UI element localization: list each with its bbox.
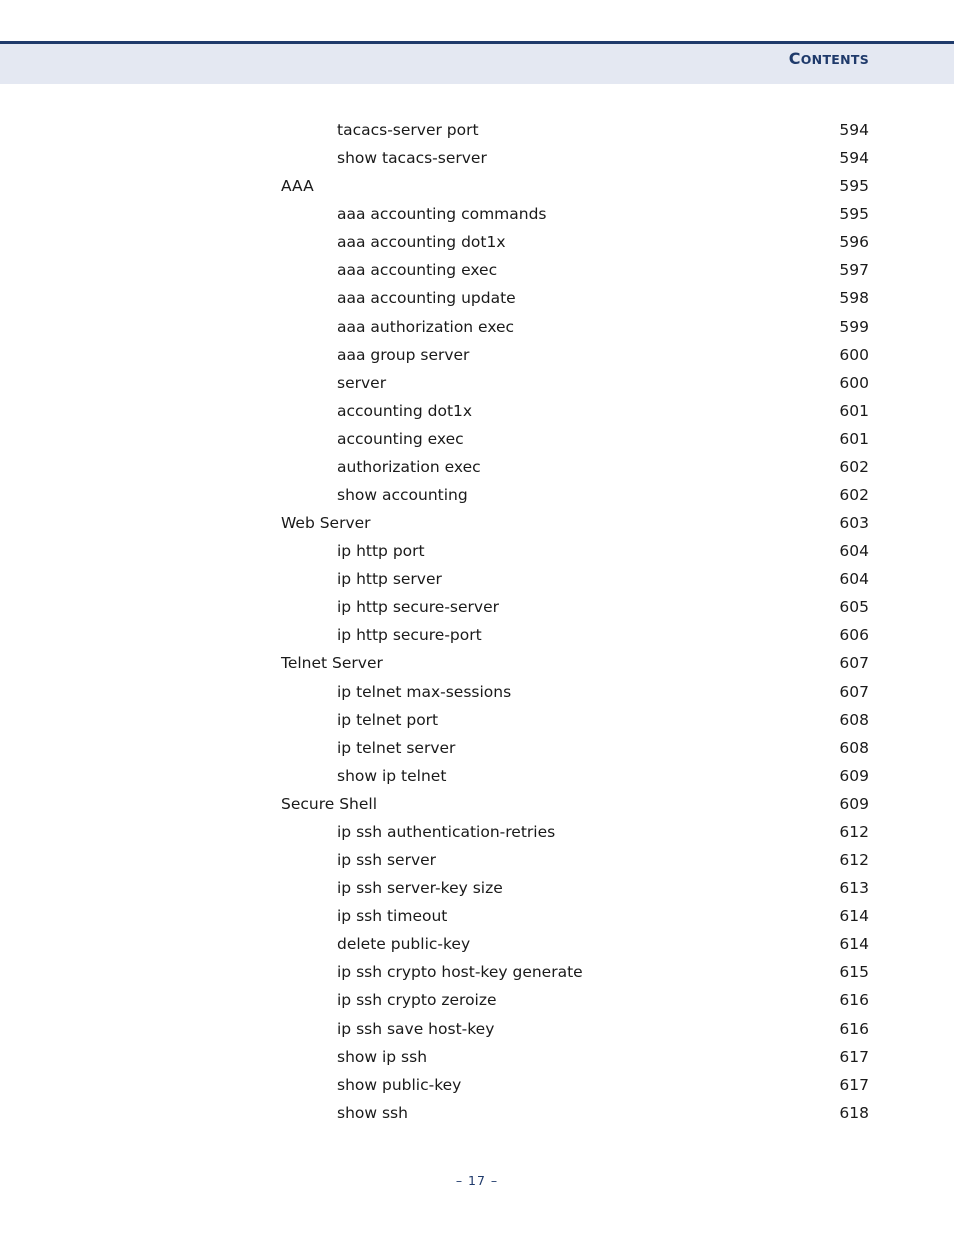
toc-entry[interactable] <box>0 537 954 565</box>
toc-entry-page: 595 <box>839 177 869 196</box>
toc-entry[interactable] <box>0 762 954 790</box>
toc-entry-label: server <box>337 373 387 392</box>
toc-entry-page: 600 <box>839 345 869 364</box>
toc-entry-page: 596 <box>839 233 869 252</box>
toc-entry-label: ip http secure-port <box>337 626 482 645</box>
toc-entry[interactable] <box>0 425 954 453</box>
toc-entry-label: ip telnet server <box>337 738 456 757</box>
toc-entry-label: aaa accounting exec <box>337 261 498 280</box>
toc-entry-label: ip http server <box>337 570 442 589</box>
toc-entry-label: accounting dot1x <box>337 401 473 420</box>
toc-entry-page: 603 <box>839 514 869 533</box>
toc-entry-page: 612 <box>839 822 869 841</box>
toc-entry-page: 604 <box>839 570 869 589</box>
toc-entry-page: 602 <box>839 486 869 505</box>
toc-entry-page: 617 <box>839 1075 869 1094</box>
toc-entry-label: Web Server <box>281 514 371 533</box>
toc-entry[interactable] <box>0 621 954 649</box>
toc-entry[interactable] <box>0 313 954 341</box>
toc-list <box>0 116 954 1127</box>
toc-entry[interactable] <box>0 481 954 509</box>
toc-entry-page: 601 <box>839 401 869 420</box>
running-header <box>0 41 954 84</box>
toc-entry[interactable] <box>0 369 954 397</box>
toc-entry-label: authorization exec <box>337 457 481 476</box>
toc-entry-page: 601 <box>839 429 869 448</box>
toc-entry-page: 609 <box>839 766 869 785</box>
toc-entry-page: 599 <box>839 317 869 336</box>
toc-entry-label: Secure Shell <box>281 794 378 813</box>
toc-entry-label: show public-key <box>337 1075 462 1094</box>
toc-entry[interactable] <box>0 678 954 706</box>
toc-entry[interactable] <box>0 341 954 369</box>
footer-page-number: – 17 – <box>455 1173 499 1188</box>
toc-entry-label: show ssh <box>337 1103 408 1122</box>
toc-entry-page: 612 <box>839 851 869 870</box>
toc-entry-page: 614 <box>839 907 869 926</box>
toc-entry-page: 613 <box>839 879 869 898</box>
toc-entry[interactable] <box>0 790 954 818</box>
toc-entry[interactable] <box>0 397 954 425</box>
toc-entry-page: 616 <box>839 1019 869 1038</box>
toc-entry-label: ip ssh server <box>337 851 437 870</box>
toc-entry-page: 605 <box>839 598 869 617</box>
toc-entry[interactable] <box>0 1071 954 1099</box>
toc-entry[interactable] <box>0 172 954 200</box>
toc-entry-page: 615 <box>839 963 869 982</box>
toc-entry[interactable] <box>0 565 954 593</box>
toc-entry-label: Telnet Server <box>281 654 383 673</box>
toc-entry-page: 602 <box>839 457 869 476</box>
toc-entry[interactable] <box>0 453 954 481</box>
toc-entry[interactable] <box>0 256 954 284</box>
toc-entry-label: show ip ssh <box>337 1047 428 1066</box>
toc-entry[interactable] <box>0 986 954 1014</box>
toc-entry-page: 608 <box>839 738 869 757</box>
toc-entry-label: aaa accounting update <box>337 289 516 308</box>
toc-entry-label: ip http secure-server <box>337 598 500 617</box>
toc-entry-page: 607 <box>839 682 869 701</box>
toc-entry[interactable] <box>0 874 954 902</box>
toc-entry[interactable] <box>0 846 954 874</box>
toc-entry[interactable] <box>0 144 954 172</box>
toc-entry-page: 594 <box>839 121 869 139</box>
toc-entry[interactable] <box>0 1099 954 1127</box>
toc-entry[interactable] <box>0 958 954 986</box>
toc-entry[interactable] <box>0 593 954 621</box>
toc-entry-page: 606 <box>839 626 869 645</box>
toc-entry[interactable] <box>0 200 954 228</box>
toc-entry-page: 608 <box>839 710 869 729</box>
toc-entry-label: show accounting <box>337 486 468 505</box>
toc-entry[interactable] <box>0 706 954 734</box>
toc-entry[interactable] <box>0 1015 954 1043</box>
toc-entry-page: 597 <box>839 261 869 280</box>
toc-entry-label: ip ssh timeout <box>337 907 448 926</box>
toc-entry-page: 607 <box>839 654 869 673</box>
toc-entry[interactable] <box>0 818 954 846</box>
toc-entry-page: 598 <box>839 289 869 308</box>
toc-entry-label: tacacs-server port <box>337 121 479 139</box>
toc-entry-page: 618 <box>839 1103 869 1122</box>
toc-entry[interactable] <box>0 284 954 312</box>
toc-entry-label: delete public-key <box>337 935 471 954</box>
toc-entry-label: ip ssh save host-key <box>337 1019 495 1038</box>
toc-entry-page: 594 <box>839 149 869 168</box>
toc-entry-page: 604 <box>839 542 869 561</box>
toc-entry-label: aaa group server <box>337 345 470 364</box>
toc-entry-label: aaa accounting commands <box>337 205 547 224</box>
toc-entry-label: aaa accounting dot1x <box>337 233 506 252</box>
toc-entry[interactable] <box>0 1043 954 1071</box>
toc-entry-page: 616 <box>839 991 869 1010</box>
toc-entry-label: ip http port <box>337 542 425 561</box>
toc-entry[interactable] <box>0 509 954 537</box>
header-title: CONTENTS <box>788 49 869 68</box>
toc-entry-page: 595 <box>839 205 869 224</box>
toc-entry-label: ip telnet port <box>337 710 439 729</box>
toc-entry-page: 614 <box>839 935 869 954</box>
toc-entry-label: aaa authorization exec <box>337 317 515 336</box>
toc-entry[interactable] <box>0 902 954 930</box>
toc-entry-page: 609 <box>839 794 869 813</box>
toc-entry-label: ip telnet max-sessions <box>337 682 512 701</box>
toc-entry[interactable] <box>0 116 954 144</box>
toc-entry-label: AAA <box>281 177 314 196</box>
toc-entry-label: show ip telnet <box>337 766 447 785</box>
toc-entry[interactable] <box>0 649 954 677</box>
toc-entry-page: 617 <box>839 1047 869 1066</box>
toc-entry-label: ip ssh server-key size <box>337 879 503 898</box>
toc-entry-label: ip ssh crypto zeroize <box>337 991 497 1010</box>
toc-entry-label: show tacacs-server <box>337 149 487 168</box>
toc-entry[interactable] <box>0 930 954 958</box>
toc-entry[interactable] <box>0 228 954 256</box>
toc-entry-label: accounting exec <box>337 429 464 448</box>
toc-entry[interactable] <box>0 734 954 762</box>
toc-entry-label: ip ssh crypto host-key generate <box>337 963 583 982</box>
toc-entry-label: ip ssh authentication-retries <box>337 822 556 841</box>
toc-entry-page: 600 <box>839 373 869 392</box>
